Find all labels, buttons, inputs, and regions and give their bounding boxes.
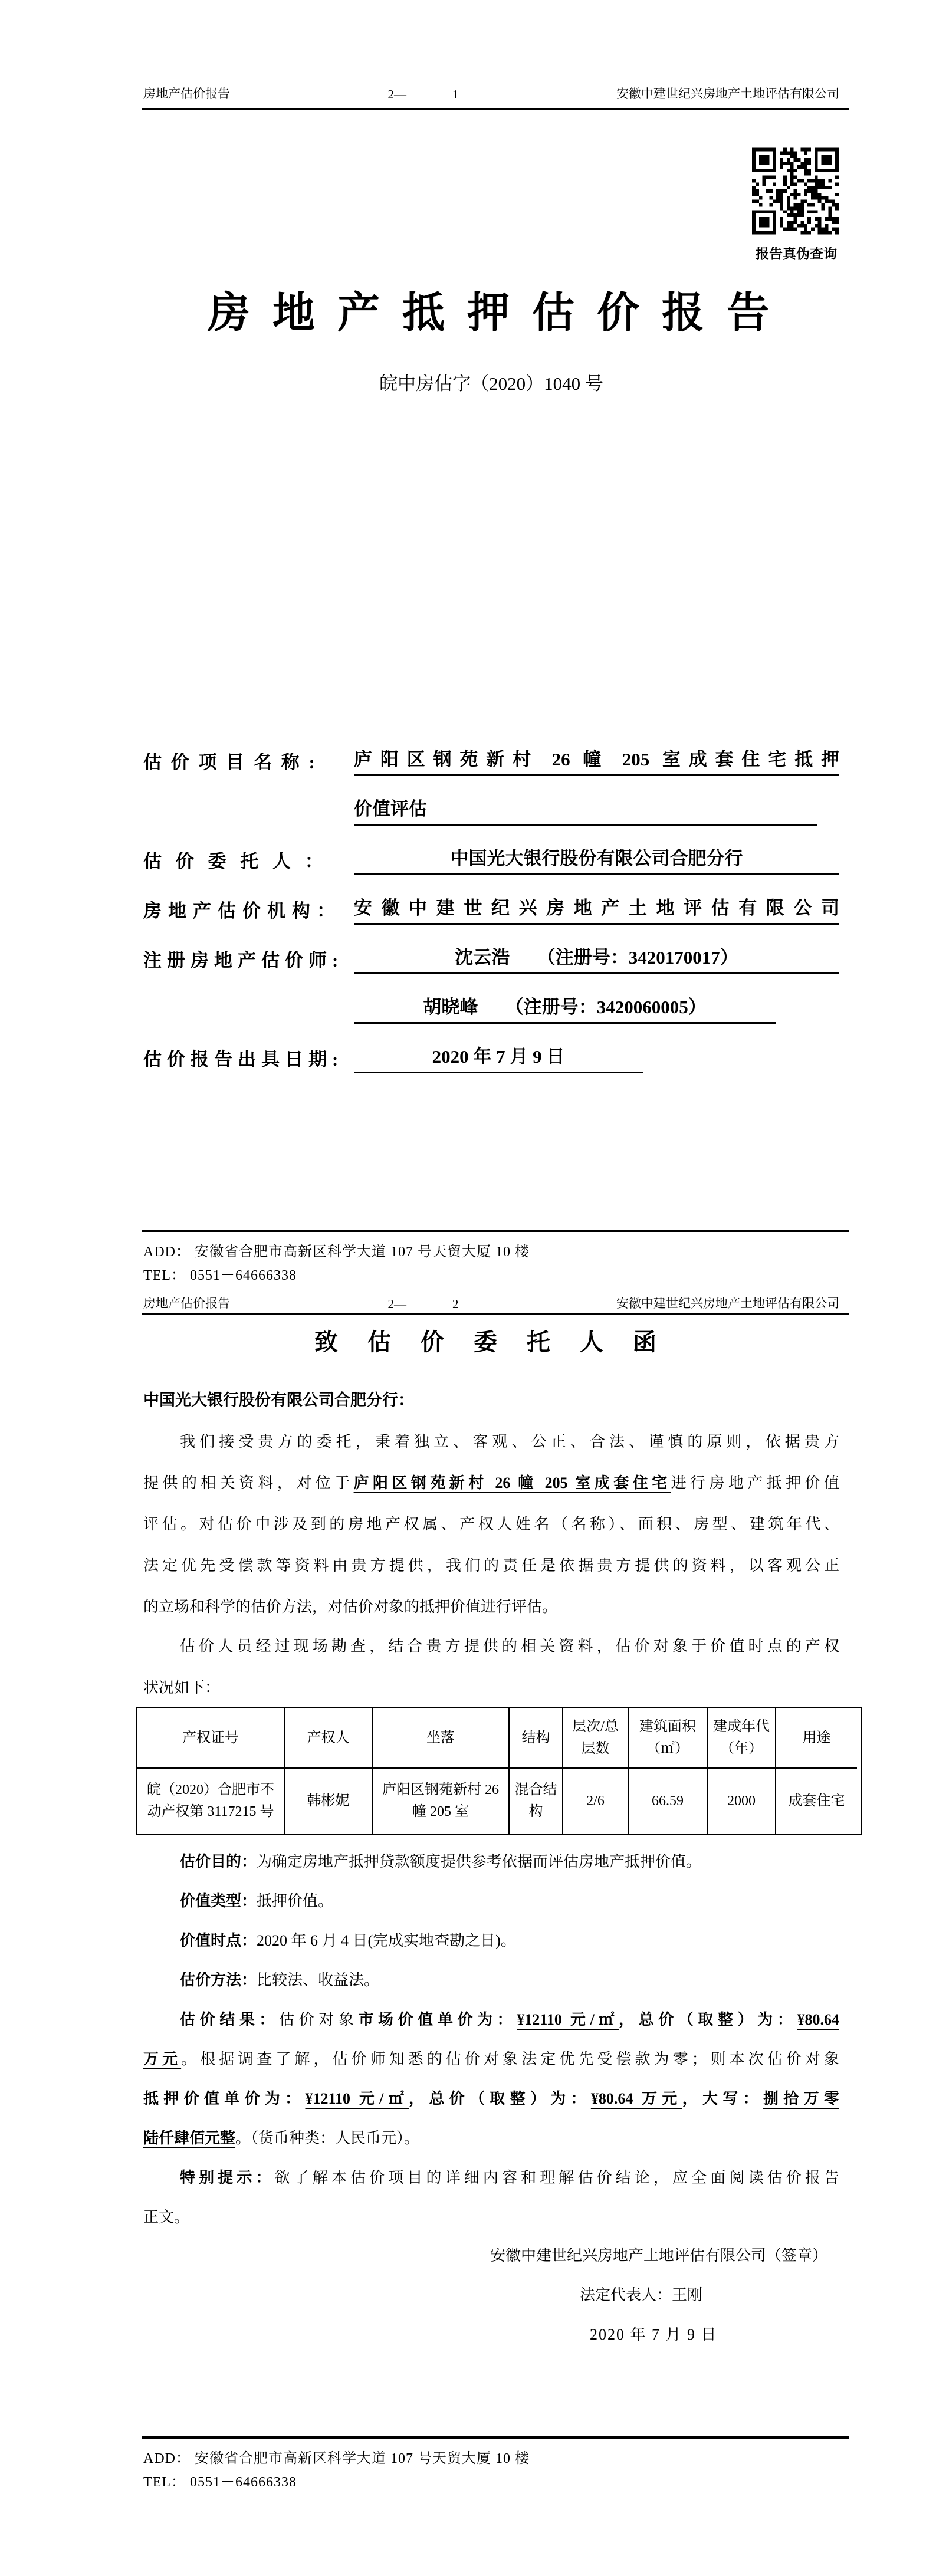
- paragraph-line: 的立场和科学的估价方法，对估价对象的抵押价值进行评估。: [143, 1598, 558, 1615]
- special-note-line: 特别提示：欲了解本估价项目的详细内容和理解估价结论，应全面阅读估价报告: [180, 2169, 839, 2186]
- field-agency-value: 安徽中建世纪兴房地产土地评估有限公司: [354, 893, 839, 925]
- field-issue-date: [143, 1024, 839, 1073]
- amount-in-words-1: 捌拾万零: [763, 2090, 839, 2107]
- table-cell: 混合结构: [510, 1769, 563, 1834]
- table-cell: 2000: [708, 1769, 776, 1834]
- header-page-indicator: 2— 2: [387, 1297, 459, 1311]
- paragraph-line: 法定优先受偿款等资料由贵方提供，我们的责任是依据贵方提供的资料，以客观公正: [143, 1557, 839, 1574]
- page2-header: [143, 1294, 839, 1312]
- report-number: 皖中房估字（2020）1040 号: [379, 373, 603, 394]
- field-issue-date-label: 估价报告出具日期:: [143, 1049, 344, 1070]
- header-rule: [142, 1313, 849, 1315]
- header-doc-type: 房地产估价报告: [143, 1296, 230, 1310]
- cover-fields: [143, 727, 839, 1073]
- table-cell: 韩彬妮: [285, 1769, 373, 1834]
- footer-rule: [142, 2436, 849, 2439]
- table-header-cell: 产权人: [285, 1708, 373, 1769]
- report-title: 房 地 产 抵 押 估 价 报 告: [207, 290, 775, 337]
- field-project-name-value2: 价值评估: [354, 794, 817, 826]
- field-appraiser-2: [143, 974, 839, 1024]
- footer-address: ADD： 安徽省合肥市高新区科学大道 107 号天贸大厦 10 楼: [143, 1244, 530, 1260]
- field-project-name: [143, 727, 839, 776]
- subject-property-emphasis: 庐阳区钢苑新村 26 幢 205 室成套住宅: [353, 1474, 671, 1491]
- table-header-cell: 坐落: [373, 1708, 510, 1769]
- mortgage-total-price-value: ¥80.64 万元: [590, 2090, 682, 2107]
- field-issue-date-value: 2020 年 7 月 9 日: [354, 1042, 643, 1073]
- result-line-method: 估价方法：比较法、收益法。: [180, 1972, 380, 1989]
- total-price-value: ¥80.64: [797, 2011, 839, 2028]
- page-number: 1: [452, 87, 459, 101]
- paragraph-line: 我们接受贵方的委托，秉着独立、客观、公正、合法、谨慎的原则，依据贵方: [180, 1433, 839, 1450]
- header-page-indicator: 2— 1: [387, 87, 459, 101]
- header-rule: [142, 108, 849, 110]
- header-company-name: 安徽中建世纪兴房地产土地评估有限公司: [616, 1296, 839, 1310]
- result-line-purpose: 估价目的：为确定房地产抵押贷款额度提供参考依据而评估房地产抵押价值。: [180, 1853, 702, 1870]
- result-line-value-date: 价值时点：2020 年 6 月 4 日(完成实地查勘之日)。: [180, 1932, 516, 1949]
- table-header-cell: 建筑面积（㎡）: [629, 1708, 708, 1769]
- amount-in-words-2: 陆仟肆佰元整: [143, 2130, 236, 2147]
- table-cell: 成套住宅: [788, 1793, 845, 1809]
- letter-addressee: 中国光大银行股份有限公司合肥分行：: [143, 1391, 414, 1409]
- unit-price-value: ¥12110 元/㎡: [517, 2011, 619, 2028]
- field-project-name-label: 估 价 项 目 名 称 :: [143, 752, 317, 773]
- result-line-result: 估价结果：估价对象市场价值单价为：¥12110 元/㎡，总价（取整）为：¥80.64: [180, 2011, 839, 2028]
- page1-header: [143, 84, 839, 102]
- mortgage-unit-price-value: ¥12110 元/㎡: [305, 2090, 409, 2107]
- letter-title: 致 估 价 委 托 人 函: [314, 1329, 668, 1355]
- footer-phone: TEL： 0551－64666338: [143, 1268, 297, 1283]
- table-header-cell: 结构: [510, 1708, 563, 1769]
- field-agency: [143, 875, 839, 925]
- signature-legal-representative: 法定代表人：王刚: [580, 2286, 703, 2304]
- table-header-cell: 用途: [776, 1708, 857, 1769]
- qr-caption: 报告真伪查询: [756, 247, 837, 261]
- paragraph-line: 估价人员经过现场勘查，结合贵方提供的相关资料，估价对象于价值时点的产权: [180, 1638, 839, 1655]
- property-table: [136, 1707, 862, 1835]
- table-cell: 庐阳区钢苑新村 26 幢 205 室: [373, 1769, 510, 1834]
- field-client: [143, 826, 839, 875]
- paragraph-line: 状况如下：: [143, 1679, 221, 1696]
- footer-address: ADD： 安徽省合肥市高新区科学大道 107 号天贸大厦 10 楼: [143, 2451, 530, 2466]
- paragraph-line: 提供的相关资料，对位于庐阳区钢苑新村 26 幢 205 室成套住宅进行房地产抵押价值: [143, 1474, 839, 1491]
- field-appraiser-1-value: 沈云浩 （注册号：3420170017）: [354, 943, 839, 974]
- field-client-value: 中国光大银行股份有限公司合肥分行: [354, 844, 839, 875]
- field-project-name-line2: [143, 776, 839, 826]
- field-agency-label: 房地产估价机构：: [143, 901, 341, 921]
- field-appraiser-2-value: 胡晓峰 （注册号：3420060005）: [354, 993, 776, 1024]
- field-appraiser-label: 注册房地产估价师:: [143, 950, 344, 971]
- qr-code: [752, 147, 839, 235]
- special-note-line2: 正文。: [143, 2209, 190, 2226]
- signature-date: 2020 年 7 月 9 日: [590, 2326, 718, 2343]
- table-cell: 皖（2020）合肥市不动产权第 3117215 号: [137, 1769, 285, 1834]
- field-appraiser-1: [143, 925, 839, 974]
- page-number: 2: [452, 1297, 459, 1311]
- signature-company: 安徽中建世纪兴房地产土地评估有限公司（签章）: [490, 2247, 827, 2264]
- table-header-cell: 层次/总层数: [563, 1708, 629, 1769]
- table-header-cell: 建成年代（年）: [708, 1708, 776, 1769]
- table-header-cell: 产权证号: [137, 1708, 285, 1769]
- result-line-mortgage-value: 抵押价值单价为：¥12110 元/㎡，总价（取整）为：¥80.64 万元，大写：捌拾万零: [143, 2090, 839, 2107]
- result-line-amount-words: 陆仟肆佰元整。（货币种类：人民币元）。: [143, 2130, 420, 2147]
- table-cell: 66.59: [629, 1769, 708, 1834]
- paragraph-line: 评估。对估价中涉及到的房地产权属、产权人姓名（名称）、面积、房型、建筑年代、: [143, 1516, 839, 1533]
- field-client-label: 估 价 委 托 人 ：: [143, 851, 328, 872]
- table-cell: 2/6: [563, 1769, 629, 1834]
- footer-rule: [142, 1230, 849, 1232]
- footer-phone: TEL： 0551－64666338: [143, 2475, 297, 2490]
- header-company-name: 安徽中建世纪兴房地产土地评估有限公司: [616, 87, 839, 101]
- header-doc-type: 房地产估价报告: [143, 87, 230, 101]
- field-project-name-value: 庐阳区钢苑新村 26 幢 205 室成套住宅抵押: [354, 745, 839, 776]
- result-line-continued: 万元。根据调查了解，估价师知悉的估价对象法定优先受偿款为零；则本次估价对象: [143, 2051, 839, 2068]
- result-line-value-type: 价值类型：抵押价值。: [180, 1892, 334, 1910]
